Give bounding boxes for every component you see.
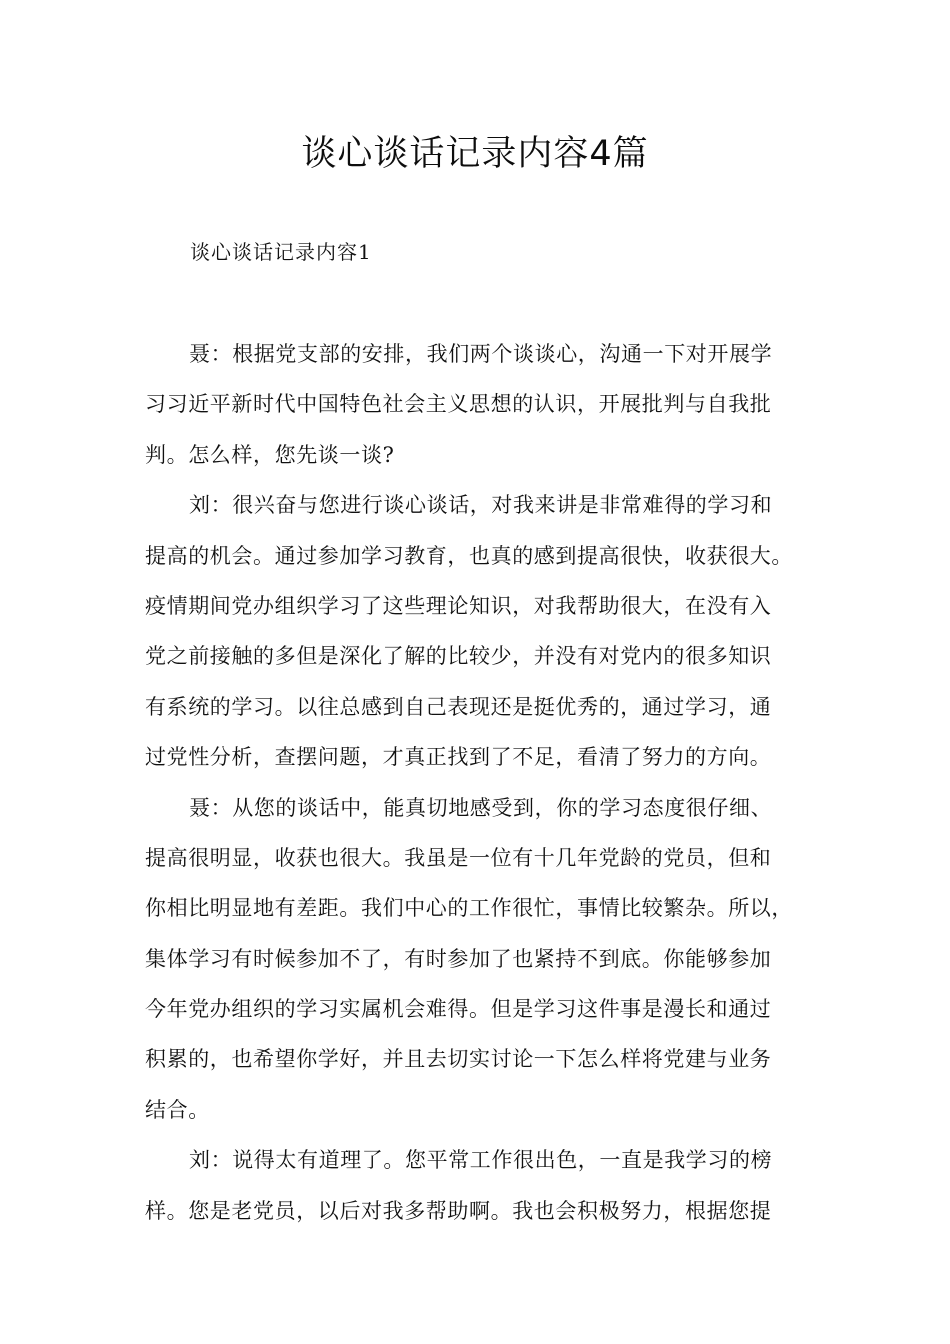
paragraph-line: 提高很明显，收获也很大。我虽是一位有十几年党龄的党员，但和	[145, 845, 772, 870]
paragraph-line: 判。怎么样，您先谈一谈?	[145, 442, 395, 467]
paragraph-line: 习习近平新时代中国特色社会主义思想的认识，开展批判与自我批	[145, 392, 772, 417]
paragraph-line: 积累的，也希望你学好，并且去切实讨论一下怎么样将党建与业务	[145, 1047, 772, 1072]
paragraph-line: 刘：很兴奋与您进行谈心谈话，对我来讲是非常难得的学习和	[189, 493, 773, 518]
paragraph-line: 样。您是老党员，以后对我多帮助啊。我也会积极努力，根据您提	[145, 1198, 772, 1223]
document-title: 谈心谈话记录内容4篇	[301, 134, 649, 174]
paragraph-line: 聂：从您的谈话中，能真切地感受到，你的学习态度很仔细、	[189, 795, 773, 820]
paragraph-line: 聂：根据党支部的安排，我们两个谈谈心，沟通一下对开展学	[189, 342, 773, 366]
paragraph-line: 你相比明显地有差距。我们中心的工作很忙，事情比较繁杂。所以，	[145, 896, 793, 921]
paragraph-line: 结合。	[145, 1097, 210, 1122]
paragraph-line: 过党性分析，查摆问题，才真正找到了不足，看清了努力的方向。	[145, 745, 772, 770]
paragraph-line: 党之前接触的多但是深化了解的比较少，并没有对党内的很多知识	[145, 644, 772, 669]
paragraph-line: 今年党办组织的学习实属机会难得。但是学习这件事是漫长和通过	[145, 997, 772, 1022]
paragraph-line: 有系统的学习。以往总感到自己表现还是挺优秀的，通过学习，通	[145, 694, 772, 719]
body-text	[145, 329, 825, 1236]
section-heading: 谈心谈话记录内容1	[190, 240, 372, 264]
paragraph-line: 疫情期间党办组织学习了这些理论知识，对我帮助很大，在没有入	[145, 593, 772, 618]
paragraph-line: 刘：说得太有道理了。您平常工作很出色，一直是我学习的榜	[189, 1148, 773, 1173]
paragraph-line: 提高的机会。通过参加学习教育，也真的感到提高很快，收获很大。	[145, 543, 793, 568]
paragraph-line: 集体学习有时候参加不了，有时参加了也紧持不到底。你能够参加	[145, 946, 772, 971]
